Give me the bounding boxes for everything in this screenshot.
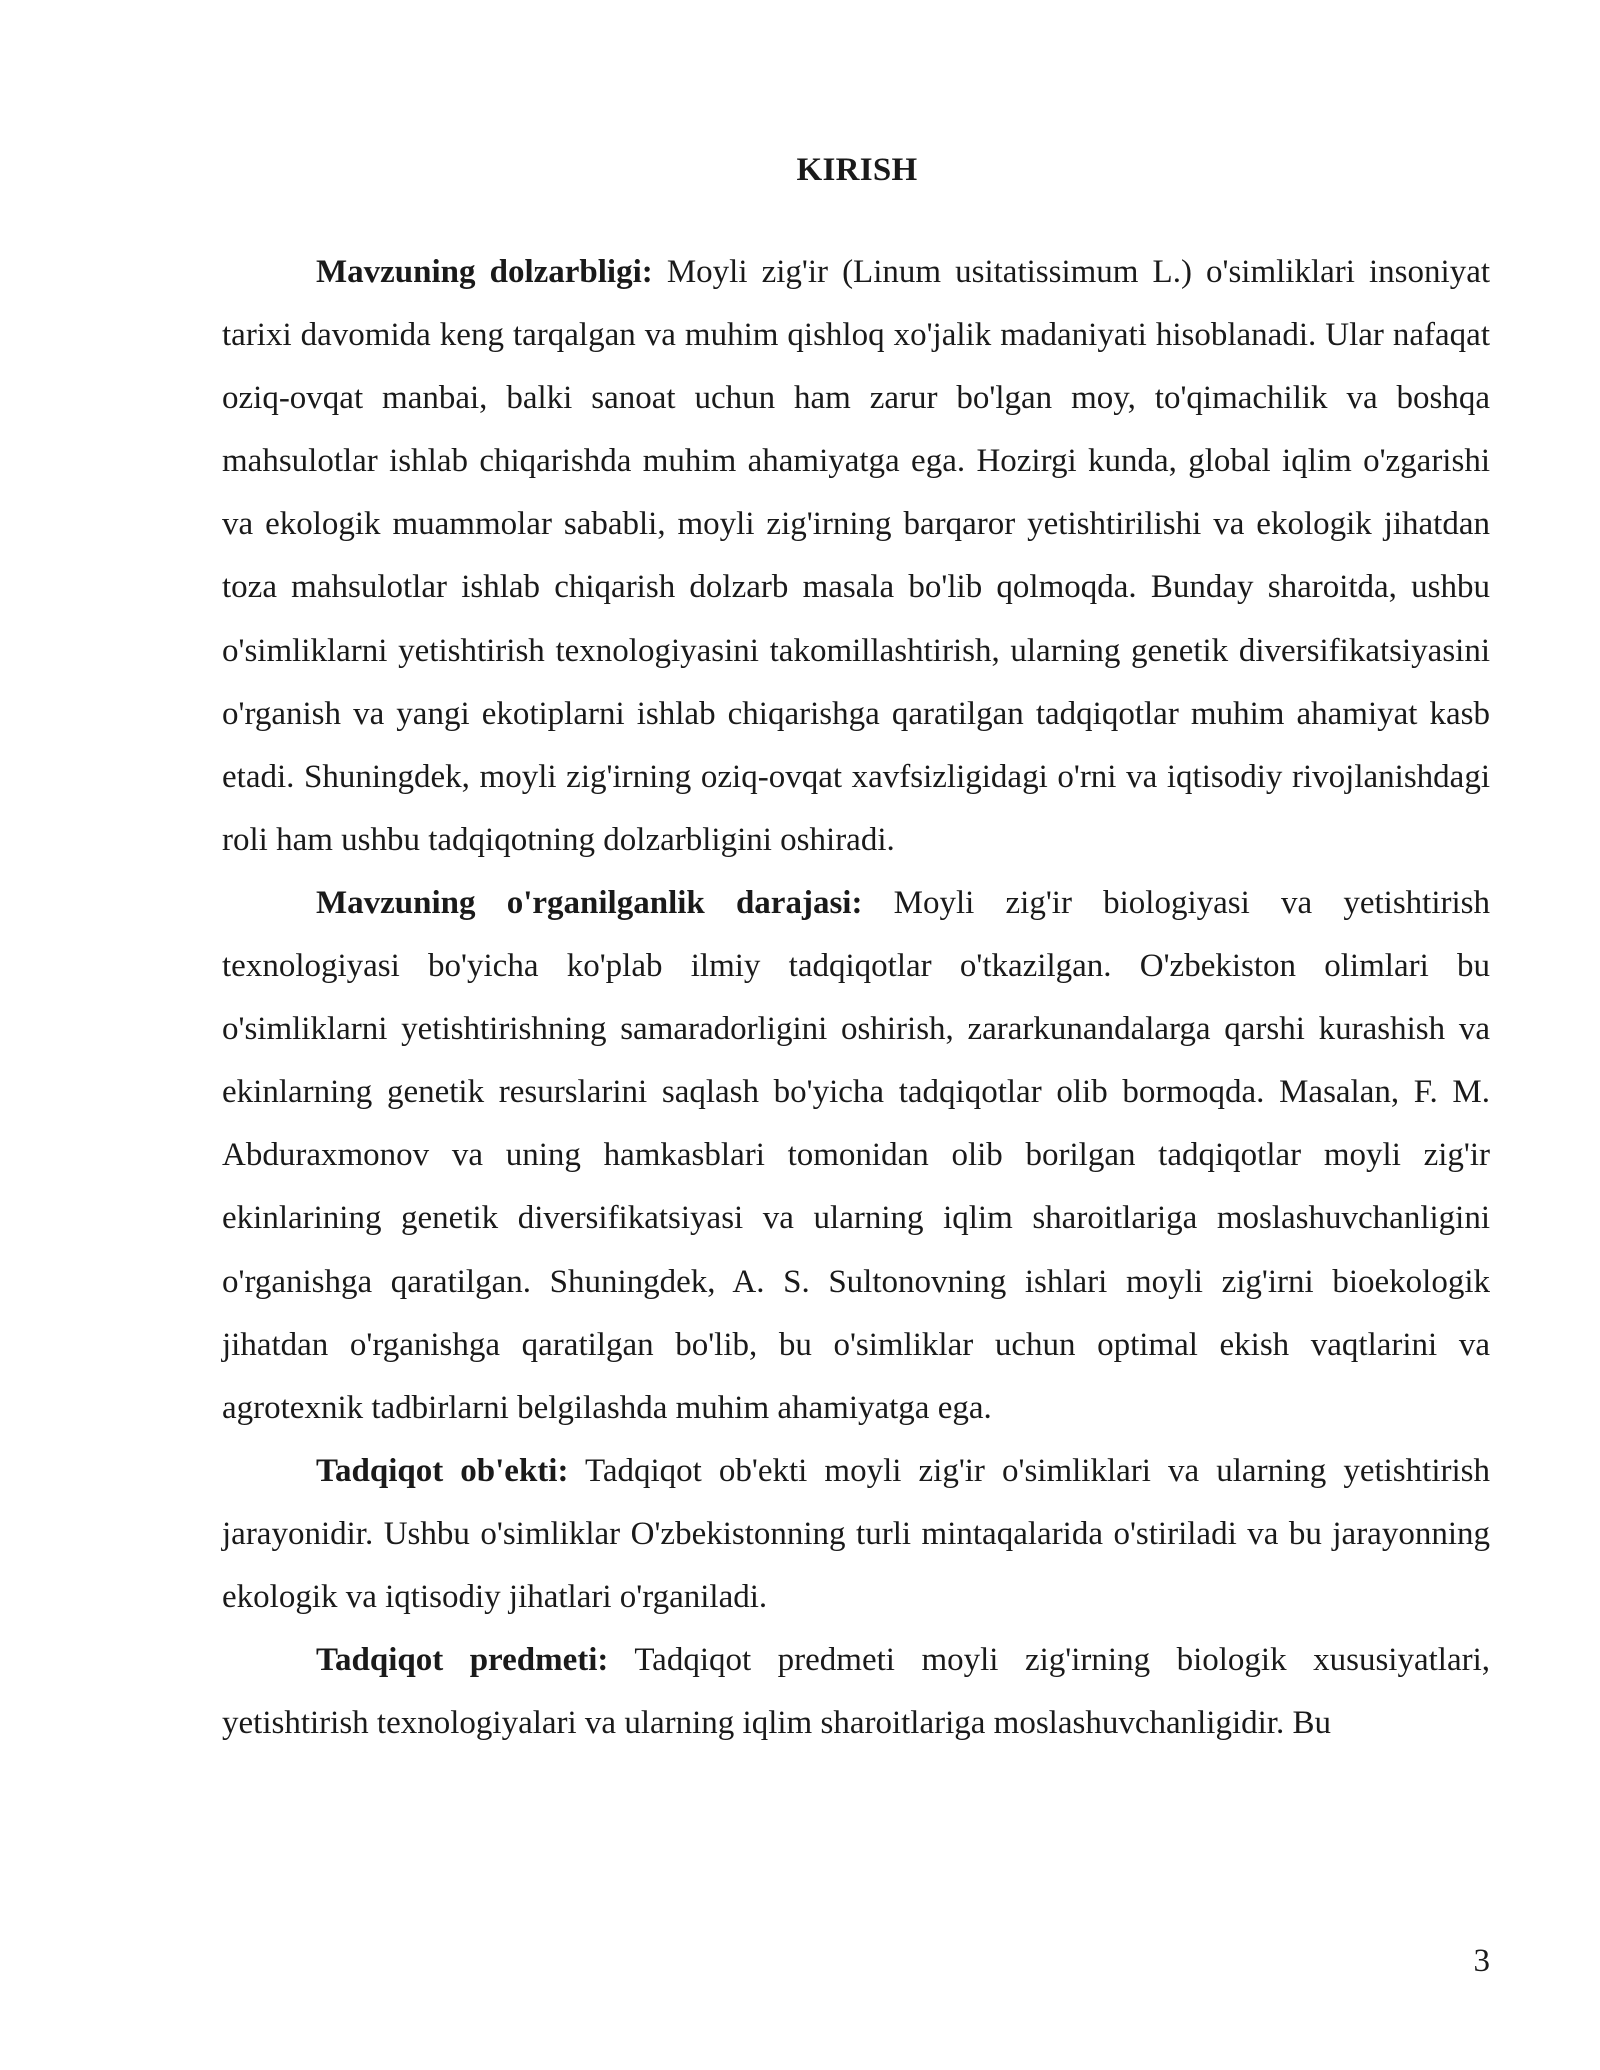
paragraph-lead: Tadqiqot ob'ekti: — [316, 1452, 569, 1489]
paragraph-lead: Tadqiqot predmeti: — [316, 1642, 609, 1679]
page-number: 3 — [1473, 1943, 1490, 1979]
paragraph-relevance — [222, 241, 1490, 872]
body-text — [222, 241, 1490, 1755]
page-title: KIRISH — [796, 152, 918, 188]
paragraph-lead: Mavzuning dolzarbligi: — [316, 254, 653, 290]
paragraph-text: Moyli zig'ir biologiyasi va yetishtirish texnologiyasi bo'yicha ko'plab ilmiy tadqiqotlar o'tkazilgan. O'zbekiston olimlari bu o'simliklarni yetishtirishning samaradorligini oshirish, zararkunandalarga qarshi kurashish va ekinlarning genetik resurslarini saqlash bo'yicha tadqiqotlar olib bormoqda. Masalan, F. M. Abduraxmonov va uning hamkasblari tomonidan olib borilgan tadqiqotlar moyli zig'ir ekinlarining genetik diversifikatsiyasi va ularning iqlim sharoitlariga moslashuvchanligini o'rganishga qaratilgan. Shuningdek, A. S. Sultonovning ishlari moyli zig'irni bioekologik jihatdan o'rganishga qaratilgan bo'lib, bu o'simliklar uchun optimal ekish vaqtlarini va agrotexnik tadbirlarni belgilashda muhim ahamiyatga ega. — [222, 884, 1490, 1426]
paragraph-text: Moyli zig'ir (Linum usitatissimum L.) o'simliklari insoniyat tarixi davomida keng tarqalgan va muhim qishloq xo'jalik madaniyati hisoblanadi. Ular nafaqat oziq-ovqat manbai, balki sanoat uchun ham zarur bo'lgan moy, to'qimachilik va boshqa mahsulotlar ishlab chiqarishda muhim ahamiyatga ega. Hozirgi kunda, global iqlim o'zgarishi va ekologik muammolar sababli, moyli zig'irning barqaror yetishtirilishi va ekologik jihatdan toza mahsulotlar ishlab chiqarish dolzarb masala bo'lib qolmoqda. Bunday sharoitda, ushbu o'simliklarni yetishtirish texnologiyasini takomillashtirish, ularning genetik diversifikatsiyasini o'rganish va yangi ekotiplarni ishlab chiqarishga qaratilgan tadqiqotlar muhim ahamiyat kasb etadi. Shuningdek, moyli zig'irning oziq-ovqat xavfsizligidagi o'rni va iqtisodiy rivojlanishdagi roli ham ushbu tadqiqotning dolzarbligini oshiradi. — [222, 254, 1491, 858]
paragraph-research-object — [222, 1440, 1490, 1629]
paragraph-text: Tadqiqot ob'ekti moyli zig'ir o'simliklari va ularning yetishtirish jarayonidir. Ushbu o'simliklar O'zbekistonning turli mintaqalarida o'stiriladi va bu jarayonning ekologik va iqtisodiy jihatlari o'rganiladi. — [222, 1452, 1490, 1615]
paragraph-study-level — [222, 872, 1490, 1440]
paragraph-lead: Mavzuning o'rganilganlik darajasi: — [316, 884, 863, 921]
paragraph-research-subject — [222, 1629, 1490, 1755]
paragraph-text: Tadqiqot predmeti moyli zig'irning biologik xususiyatlari, yetishtirish texnologiyalari va ularning iqlim sharoitlariga moslashuvchanligidir. Bu — [222, 1642, 1490, 1742]
